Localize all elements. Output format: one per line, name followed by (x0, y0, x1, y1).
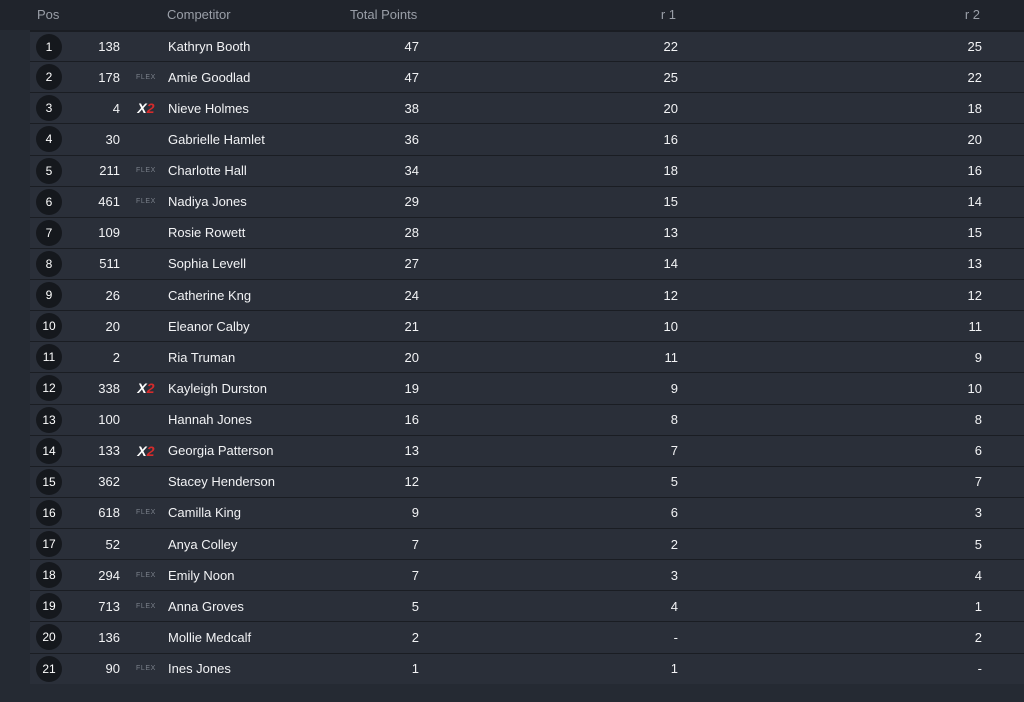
total-points: 47 (404, 69, 419, 85)
competitor-name[interactable]: Catherine Kng (168, 287, 252, 303)
competitor-name[interactable]: Nieve Holmes (168, 100, 249, 116)
position-cell (35, 591, 63, 621)
table-row[interactable] (30, 559, 1024, 590)
competitor-number: 133 (98, 443, 120, 459)
position-badge: 7 (36, 220, 62, 246)
position-cell (35, 187, 63, 217)
tag-cell (133, 622, 159, 652)
total-points: 9 (411, 505, 419, 521)
competitor-number: 362 (98, 474, 120, 490)
competitor-name[interactable]: Ria Truman (168, 349, 236, 365)
round-1-points: 22 (663, 39, 678, 55)
tag-cell (133, 436, 159, 466)
competitor-number: 618 (98, 505, 120, 521)
tag-cell (133, 62, 159, 92)
position-badge: 12 (36, 375, 62, 401)
round-1-points: 18 (663, 163, 678, 179)
competitor-number: 52 (105, 536, 120, 552)
round-2-points: - (977, 661, 982, 677)
table-row[interactable] (30, 528, 1024, 559)
round-1-points: 11 (664, 349, 678, 365)
total-points: 36 (404, 131, 419, 147)
competitor-name[interactable]: Eleanor Calby (168, 318, 250, 334)
total-points: 24 (404, 287, 419, 303)
competitor-number: 100 (98, 412, 120, 428)
tag-cell (133, 249, 159, 279)
round-1-points: 15 (663, 194, 678, 210)
competitor-number: 138 (98, 39, 120, 55)
tag-cell (133, 467, 159, 497)
competitor-number: 713 (98, 598, 120, 614)
round-1-points: 10 (663, 318, 678, 334)
round-1-points: 12 (663, 287, 678, 303)
flex-badge: FLEX (136, 198, 156, 206)
competitor-name[interactable]: Anna Groves (168, 598, 244, 614)
tag-cell (133, 654, 159, 684)
tag-cell (133, 280, 159, 310)
round-2-points: 2 (974, 629, 982, 645)
position-cell (35, 32, 63, 61)
competitor-number: 90 (105, 661, 120, 677)
competitor-number: 4 (112, 100, 120, 116)
position-badge: 19 (36, 593, 62, 619)
table-row[interactable] (30, 435, 1024, 466)
position-cell (35, 622, 63, 652)
competitor-name[interactable]: Emily Noon (168, 567, 235, 583)
round-1-points: 9 (670, 380, 678, 396)
tag-cell (133, 560, 159, 590)
competitor-name[interactable]: Charlotte Hall (168, 163, 247, 179)
position-badge: 6 (36, 189, 62, 215)
table-row[interactable] (30, 279, 1024, 310)
competitor-number: 26 (105, 287, 120, 303)
tag-cell (133, 529, 159, 559)
total-points: 29 (404, 194, 419, 210)
round-2-points: 16 (967, 163, 982, 179)
position-badge: 5 (36, 158, 62, 184)
position-badge: 11 (36, 344, 62, 370)
total-points: 34 (404, 163, 419, 179)
round-2-points: 14 (967, 194, 982, 210)
table-row[interactable] (30, 341, 1024, 372)
flex-badge: FLEX (136, 602, 156, 610)
table-body (30, 30, 1024, 684)
table-row[interactable] (30, 30, 1024, 61)
competitor-number: 178 (98, 69, 120, 85)
table-row[interactable] (30, 372, 1024, 403)
position-badge: 20 (36, 624, 62, 650)
round-2-points: 1 (974, 598, 982, 614)
competitor-name[interactable]: Hannah Jones (168, 412, 252, 428)
competitor-name[interactable]: Nadiya Jones (168, 194, 247, 210)
competitor-number: 2 (112, 349, 120, 365)
tag-cell (133, 93, 159, 123)
competitor-number: 109 (98, 225, 120, 241)
round-1-points: 4 (670, 598, 678, 614)
round-2-points: 3 (974, 505, 982, 521)
round-2-points: 25 (967, 39, 982, 55)
position-cell (35, 62, 63, 92)
position-badge: 9 (36, 282, 62, 308)
x2-badge: X2 (137, 380, 155, 397)
round-2-points: 9 (974, 349, 982, 365)
tag-cell (133, 187, 159, 217)
position-cell (35, 654, 63, 684)
round-2-points: 11 (968, 318, 982, 334)
competitor-name[interactable]: Georgia Patterson (168, 443, 274, 459)
competitor-number: 20 (105, 318, 120, 334)
position-badge: 1 (36, 34, 62, 60)
round-1-points: 13 (663, 225, 678, 241)
flex-badge: FLEX (136, 571, 156, 579)
table-row[interactable] (30, 155, 1024, 186)
position-cell (35, 467, 63, 497)
tag-cell (133, 405, 159, 435)
position-cell (35, 249, 63, 279)
table-header (0, 0, 1024, 30)
round-2-points: 10 (967, 380, 982, 396)
tag-cell (133, 498, 159, 528)
round-1-points: 16 (663, 131, 678, 147)
round-1-points: 2 (670, 536, 678, 552)
total-points: 16 (404, 412, 419, 428)
position-badge: 2 (36, 64, 62, 90)
competitor-name[interactable]: Gabrielle Hamlet (168, 131, 265, 147)
competitor-number: 30 (105, 131, 120, 147)
position-cell (35, 405, 63, 435)
position-cell (35, 436, 63, 466)
table-row[interactable] (30, 621, 1024, 652)
round-2-points: 15 (967, 225, 982, 241)
total-points: 5 (411, 598, 419, 614)
tag-cell (133, 342, 159, 372)
competitor-number: 136 (98, 629, 120, 645)
competitor-name[interactable]: Sophia Levell (168, 256, 247, 272)
round-1-points: 6 (670, 505, 678, 521)
table-row[interactable] (30, 217, 1024, 248)
table-row[interactable] (30, 123, 1024, 154)
competitor-name[interactable]: Amie Goodlad (168, 69, 251, 85)
total-points: 2 (411, 629, 419, 645)
position-cell (35, 218, 63, 248)
position-badge: 14 (36, 438, 62, 464)
table-row[interactable] (30, 497, 1024, 528)
round-2-points: 12 (967, 287, 982, 303)
competitor-number: 338 (98, 380, 120, 396)
position-cell (35, 560, 63, 590)
position-badge: 15 (36, 469, 62, 495)
total-points: 7 (411, 567, 419, 583)
table-row[interactable] (30, 61, 1024, 92)
position-cell (35, 156, 63, 186)
tag-cell (133, 218, 159, 248)
flex-badge: FLEX (136, 73, 156, 81)
round-1-points: 7 (670, 443, 678, 459)
flex-badge: FLEX (136, 167, 156, 175)
round-1-points: 1 (670, 661, 678, 677)
total-points: 47 (404, 39, 419, 55)
position-badge: 4 (36, 126, 62, 152)
position-cell (35, 124, 63, 154)
total-points: 21 (404, 318, 419, 334)
header-total-points[interactable]: Total Points (350, 7, 418, 22)
position-cell (35, 498, 63, 528)
round-2-points: 22 (967, 69, 982, 85)
position-badge: 3 (36, 95, 62, 121)
round-2-points: 4 (974, 567, 982, 583)
flex-badge: FLEX (136, 665, 156, 673)
competitor-number: 511 (99, 256, 120, 272)
round-2-points: 5 (974, 536, 982, 552)
table-row[interactable] (30, 248, 1024, 279)
competitor-name[interactable]: Stacey Henderson (168, 474, 275, 490)
header-pos[interactable]: Pos (37, 7, 60, 22)
position-cell (35, 342, 63, 372)
competitor-name[interactable]: Mollie Medcalf (168, 629, 252, 645)
tag-cell (133, 373, 159, 403)
total-points: 13 (404, 443, 419, 459)
total-points: 19 (404, 380, 419, 396)
total-points: 28 (404, 225, 419, 241)
header-round-1[interactable]: r 1 (660, 7, 676, 22)
table-row[interactable] (30, 466, 1024, 497)
position-cell (35, 280, 63, 310)
round-2-points: 6 (974, 443, 982, 459)
competitor-number: 461 (98, 194, 120, 210)
competitor-name[interactable]: Kayleigh Durston (168, 380, 267, 396)
round-1-points: 3 (670, 567, 678, 583)
position-cell (35, 93, 63, 123)
tag-cell (133, 311, 159, 341)
round-1-points: 14 (663, 256, 678, 272)
round-1-points: 25 (663, 69, 678, 85)
total-points: 1 (411, 661, 419, 677)
table-row[interactable] (30, 92, 1024, 123)
round-2-points: 18 (967, 100, 982, 116)
round-2-points: 13 (967, 256, 982, 272)
competitor-name[interactable]: Anya Colley (168, 536, 238, 552)
position-badge: 16 (36, 500, 62, 526)
tag-cell (133, 591, 159, 621)
tag-cell (133, 156, 159, 186)
header-round-2[interactable]: r 2 (964, 7, 980, 22)
x2-badge: X2 (137, 100, 155, 117)
total-points: 38 (404, 100, 419, 116)
position-badge: 21 (36, 656, 62, 682)
round-2-points: 8 (974, 412, 982, 428)
competitor-name[interactable]: Camilla King (168, 505, 241, 521)
table-row[interactable] (30, 186, 1024, 217)
position-cell (35, 373, 63, 403)
position-badge: 10 (36, 313, 62, 339)
total-points: 27 (404, 256, 419, 272)
position-badge: 17 (36, 531, 62, 557)
table-row[interactable] (30, 590, 1024, 621)
tag-cell (133, 124, 159, 154)
competitor-name[interactable]: Rosie Rowett (168, 225, 246, 241)
table-row[interactable] (30, 404, 1024, 435)
position-badge: 8 (36, 251, 62, 277)
x2-badge: X2 (137, 442, 155, 459)
competitor-number: 294 (98, 567, 120, 583)
round-1-points: 8 (670, 412, 678, 428)
round-2-points: 7 (974, 474, 982, 490)
total-points: 12 (404, 474, 419, 490)
round-2-points: 20 (967, 131, 982, 147)
position-cell (35, 311, 63, 341)
total-points: 20 (404, 349, 419, 365)
position-badge: 13 (36, 407, 62, 433)
position-badge: 18 (36, 562, 62, 588)
flex-badge: FLEX (136, 509, 156, 517)
round-1-points: 5 (670, 474, 678, 490)
competitor-name[interactable]: Kathryn Booth (168, 39, 251, 55)
round-1-points: - (673, 629, 678, 645)
competitor-name[interactable]: Ines Jones (168, 661, 231, 677)
round-1-points: 20 (663, 100, 678, 116)
total-points: 7 (411, 536, 419, 552)
table-row[interactable] (30, 310, 1024, 341)
competitor-number: 211 (99, 163, 120, 179)
tag-cell (133, 32, 159, 61)
position-cell (35, 529, 63, 559)
header-competitor[interactable]: Competitor (167, 7, 231, 22)
table-row[interactable] (30, 653, 1024, 684)
